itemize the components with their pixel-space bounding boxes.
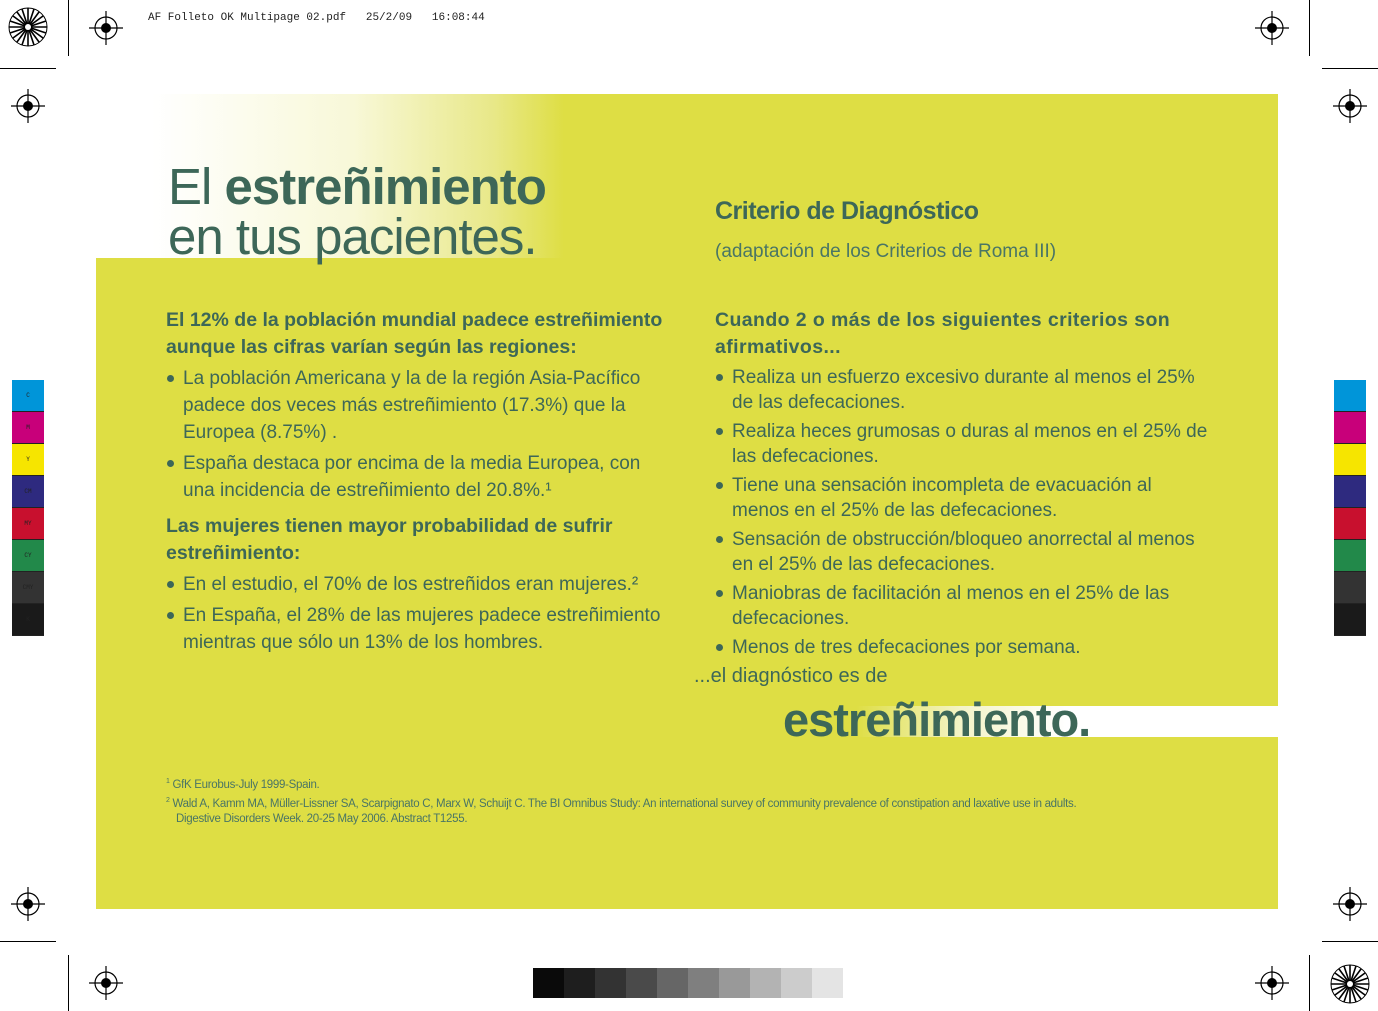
gray-swatch [564,968,595,998]
slug-time: 16:08:44 [431,12,485,24]
bullet-icon [716,374,723,381]
slug-date: 25/2/09 [365,12,413,24]
trim-mark [1309,955,1310,1011]
list-item: Realiza heces grumosas o duras al menos en el 25% de las defecaciones. [715,419,1210,469]
section-heading: El 12% de la población mundial padece estreñimiento aunque las cifras varían según las regiones: [166,309,663,358]
bullet-icon [716,536,723,543]
list-item: En España, el 28% de las mujeres padece estreñimiento mientras que sólo un 13% de los hombres. [166,602,666,656]
color-swatch: K [12,604,44,636]
footnotes [166,774,1076,827]
registration-mark-icon [1333,89,1367,123]
color-swatch: MY [12,508,44,540]
list-item: España destaca por encima de la media Europea, con una incidencia de estreñimiento del 20.8%.¹ [166,450,666,504]
starburst-mark-icon [8,7,48,47]
color-bar-right [1334,380,1366,636]
bullet-icon [716,482,723,489]
gray-swatch [533,968,564,998]
criteria-subtitle: (adaptación de los Criterios de Roma III) [715,241,1057,262]
footnote-2: $^2$ Wald A, Kamm MA, Müller-Lissner SA, Scarpignato C, Marx W, Schuijt C. The BI Omnibus Study: An international survey of community prevalence of constipation and laxative use in adults. [166,796,1077,810]
file-slug [148,12,485,24]
color-swatch: C [12,380,44,412]
registration-mark-icon [11,89,45,123]
color-swatch: CM [12,476,44,508]
bullet-icon [167,581,174,588]
trim-mark [1322,941,1378,942]
color-swatch: M [12,412,44,444]
bullet-icon [167,460,174,467]
registration-mark-icon [1255,966,1289,1000]
bullet-list [166,571,666,656]
registration-mark-icon [1333,887,1367,921]
bullet-list [166,365,666,504]
list-item: Tiene una sensación incompleta de evacuación al menos en el 25% de las defecaciones. [715,473,1210,523]
gray-swatch [657,968,688,998]
bullet-icon [167,375,174,382]
conclusion-text: ...el diagnóstico es de [694,665,888,687]
gray-swatch [750,968,781,998]
criteria-title: Criterio de Diagnóstico [715,197,979,225]
color-swatch [1334,540,1366,572]
trim-mark [1309,0,1310,56]
title-line-1: El estreñimiento [168,158,546,215]
color-swatch [1334,444,1366,476]
bullet-icon [716,590,723,597]
gray-swatch [595,968,626,998]
brochure-page [96,94,1278,909]
registration-mark-icon [89,966,123,1000]
section-heading: Las mujeres tienen mayor probabilidad de sufrir estreñimiento: [166,515,613,564]
registration-mark-icon [1255,11,1289,45]
color-swatch: CY [12,540,44,572]
footnote-2-continued: Digestive Disorders Week. 20-25 May 2006. Abstract T1255. [176,812,468,825]
bullet-icon [716,428,723,435]
trim-mark [0,68,56,69]
right-column [715,307,1210,660]
color-swatch [1334,412,1366,444]
list-item: En el estudio, el 70% de los estreñidos eran mujeres.² [166,571,666,598]
list-item: Realiza un esfuerzo excesivo durante al menos el 25% de las defecaciones. [715,365,1210,415]
color-swatch: CMY [12,572,44,604]
criteria-heading: Cuando 2 o más de los siguientes criterios son afirmativos... [715,309,1171,358]
list-item: La población Americana y la de la región Asia-Pacífico padece dos veces más estreñimiento (17.3%) que la Europea (8.75%) . [166,365,666,446]
trim-mark [68,0,69,56]
list-item: Sensación de obstrucción/bloqueo anorrectal al menos en el 25% de las defecaciones. [715,527,1210,577]
registration-mark-icon [11,887,45,921]
registration-mark-icon [89,11,123,45]
title-line-2: en tus pacientes. [168,208,537,265]
gray-step-bar [533,968,843,998]
gray-swatch [812,968,843,998]
slug-filename: AF Folleto OK Multipage 02.pdf [148,12,347,24]
bullet-icon [716,644,723,651]
trim-mark [1322,68,1378,69]
color-swatch [1334,476,1366,508]
left-column [166,307,666,656]
starburst-mark-icon [1330,964,1370,1004]
trim-mark [68,955,69,1011]
diagnosis-big-word: estreñimiento. [783,693,1091,746]
gray-swatch [626,968,657,998]
bullet-icon [167,612,174,619]
footnote-1: $^1$ GfK Eurobus-July 1999-Spain. [166,778,320,791]
list-item: Maniobras de facilitación al menos en el 25% de las defecaciones. [715,581,1210,631]
list-item: Menos de tres defecaciones por semana. [715,635,1210,660]
trim-mark [0,941,56,942]
criteria-list [715,365,1210,660]
color-swatch: Y [12,444,44,476]
gray-swatch [719,968,750,998]
page-title [168,158,546,265]
color-swatch [1334,572,1366,604]
color-bar-left [12,380,44,636]
color-swatch [1334,380,1366,412]
color-swatch [1334,508,1366,540]
gray-swatch [781,968,812,998]
gray-swatch [688,968,719,998]
color-swatch [1334,604,1366,636]
